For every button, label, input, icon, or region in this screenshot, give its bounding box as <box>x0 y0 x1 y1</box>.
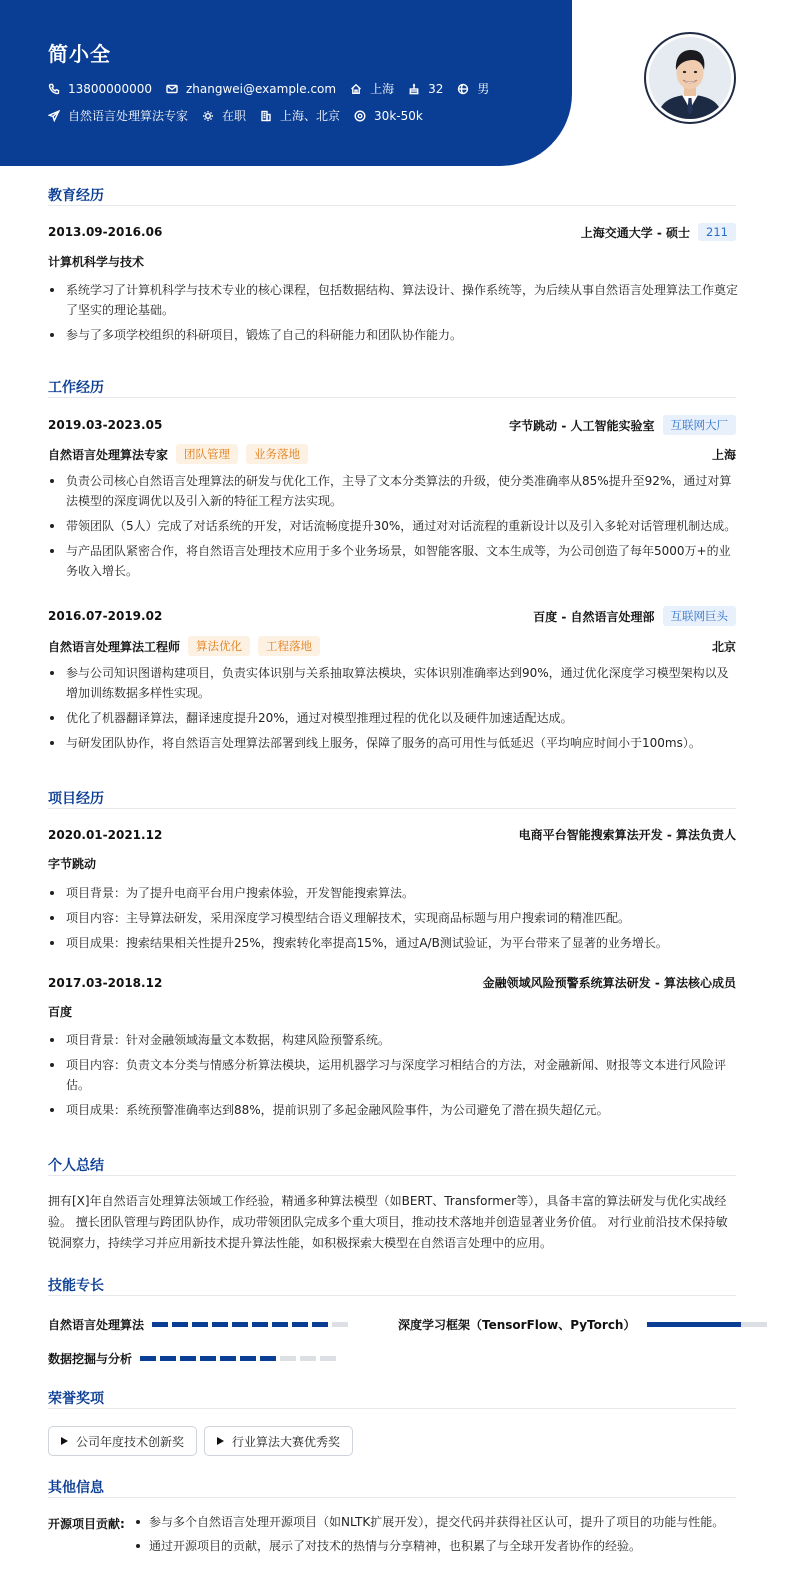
list-item: 与产品团队紧密合作，将自然语言处理技术应用于多个业务场景，如智能客服、文本生成等，为公司创造了每年5000万+的业务收入增长。 <box>48 541 738 581</box>
work-bullets <box>48 663 738 758</box>
avatar-illustration <box>649 37 731 119</box>
phone-info <box>48 82 152 96</box>
skill-level-segment <box>220 1356 236 1361</box>
position-info <box>48 107 188 124</box>
skill-level-segment <box>200 1356 216 1361</box>
list-item: 系统学习了计算机科学与技术专业的核心课程，包括数据结构、算法设计、操作系统等，为后续从事自然语言处理算法工作奠定了坚实的理论基础。 <box>48 280 738 320</box>
work-location: 北京 <box>711 639 736 654</box>
work-role-row <box>48 636 736 656</box>
skill-item <box>48 1316 352 1333</box>
phone-icon <box>48 83 60 95</box>
home-icon <box>350 83 362 95</box>
phone-number: 13800000000 <box>68 81 152 96</box>
summary-text: 拥有[X]年自然语言处理算法领域工作经验，精通多种算法模型（如BERT、Transformer等），具备丰富的算法研发与优化实战经验。 擅长团队管理与跨团队协作，成功带领团队完成多个重大项目，推动技术落地并创造显著业务价值。 对行业前沿技术保持敏锐洞察力，持续学习并应用新技术提升算法性能，如积极探索大模型在自然语言处理中的应用。 <box>48 1194 728 1250</box>
education-major-row <box>48 253 736 270</box>
employment-status: 在职 <box>222 109 247 123</box>
target-position: 自然语言处理算法专家 <box>68 109 189 123</box>
status-info <box>202 107 246 124</box>
work-role-wrap <box>48 444 308 464</box>
work-header-row <box>48 606 736 626</box>
target-city-info <box>260 107 340 124</box>
skill-tag: 工程落地 <box>258 636 320 656</box>
section-divider <box>48 1497 736 1498</box>
paper-plane-icon <box>48 110 60 122</box>
city: 上海 <box>370 82 395 96</box>
skill-name: 数据挖掘与分析 <box>48 1352 133 1366</box>
skill-item <box>48 1350 340 1367</box>
other-bullets <box>133 1512 743 1560</box>
work-role-row <box>48 444 736 464</box>
target-cities: 上海、北京 <box>280 109 341 123</box>
skill-level-segment <box>232 1322 248 1327</box>
skill-tag: 算法优化 <box>188 636 250 656</box>
work-location: 上海 <box>711 447 736 462</box>
skill-level-segment <box>252 1322 268 1327</box>
list-item: 带领团队（5人）完成了对话系统的开发，对话流畅度提升30%，通过对对话流程的重新设计以及引入多轮对话管理机制达成。 <box>48 516 738 536</box>
awards-section-title: 荣誉奖项 <box>48 1391 104 1407</box>
section-divider <box>48 397 736 398</box>
resume-header <box>0 0 572 166</box>
email-address: zhangwei@example.com <box>185 81 337 96</box>
contact-row <box>48 80 503 97</box>
skill-level-segment <box>300 1356 316 1361</box>
candidate-name: 简小全 <box>48 42 111 66</box>
award-chip <box>204 1426 353 1456</box>
skills-section-title: 技能专长 <box>48 1278 104 1294</box>
skill-item <box>398 1316 767 1333</box>
project-header-row <box>48 974 736 991</box>
project-header-row <box>48 826 736 843</box>
skill-level-bar <box>647 1322 767 1327</box>
section-divider <box>48 1295 736 1296</box>
skill-tag: 业务落地 <box>246 444 308 464</box>
list-item: 项目成果：系统预警准确率达到88%，提前识别了多起金融风险事件，为公司避免了潜在损失超亿元。 <box>48 1100 738 1120</box>
work-role: 自然语言处理算法工程师 <box>48 639 181 654</box>
project-org: 百度 <box>48 1005 73 1019</box>
job-intent-row <box>48 107 437 124</box>
list-item: 项目内容：负责文本分类与情感分析算法模块，运用机器学习与深度学习相结合的方法，对金融新闻、财报等文本进行风险评估。 <box>48 1055 738 1095</box>
award-chip <box>48 1426 197 1456</box>
skill-level-fill <box>647 1322 741 1327</box>
list-item: 参与多个自然语言处理开源项目（如NLTK扩展开发），提交代码并获得社区认可，提升了项目的功能与性能。 <box>133 1512 743 1532</box>
age: 32 <box>428 81 444 96</box>
skill-level-segment <box>332 1322 348 1327</box>
list-item: 与研发团队协作，将自然语言处理算法部署到线上服务，保障了服务的高可用性与低延迟（平均响应时间小于100ms）。 <box>48 733 738 753</box>
skill-name: 自然语言处理算法 <box>48 1318 145 1332</box>
work-role-wrap <box>48 636 320 656</box>
skill-level-segment <box>152 1322 168 1327</box>
summary-section-title: 个人总结 <box>48 1158 104 1174</box>
city-info <box>350 80 394 97</box>
skill-name: 深度学习框架（TensorFlow、PyTorch） <box>398 1318 636 1332</box>
project-name: 金融领域风险预警系统算法研发 - 算法核心成员 <box>482 976 736 990</box>
list-item: 负责公司核心自然语言处理算法的研发与优化工作，主导了文本分类算法的升级，使分类准确率从85%提升至92%，通过对算法模型的深度调优以及引入新的特征工程方法实现。 <box>48 471 738 511</box>
skill-level-segment <box>140 1356 156 1361</box>
play-triangle-icon <box>61 1437 68 1445</box>
education-section-title: 教育经历 <box>48 188 104 204</box>
education-school: 上海交通大学 - 硕士 <box>580 225 691 240</box>
skill-level-segment <box>292 1322 308 1327</box>
section-divider <box>48 1175 736 1176</box>
education-school-wrap <box>581 223 736 241</box>
work-role: 自然语言处理算法专家 <box>48 447 169 462</box>
skill-level-bar <box>140 1356 340 1361</box>
project-name: 电商平台智能搜索算法开发 - 算法负责人 <box>518 828 736 842</box>
sparkle-icon <box>202 110 214 122</box>
education-major: 计算机科学与技术 <box>48 255 145 269</box>
work-company: 百度 - 自然语言处理部 <box>533 609 655 624</box>
list-item: 项目背景：针对金融领域海量文本数据，构建风险预警系统。 <box>48 1030 738 1050</box>
skill-level-segment <box>212 1322 228 1327</box>
section-divider <box>48 205 736 206</box>
work-company-wrap <box>533 606 736 626</box>
work-company-wrap <box>509 415 736 435</box>
list-item: 项目内容：主导算法研发，采用深度学习模型结合语义理解技术，实现商品标题与用户搜索词的精准匹配。 <box>48 908 738 928</box>
project-bullets <box>48 883 738 958</box>
project-org-row <box>48 855 736 872</box>
avatar <box>649 37 731 119</box>
skill-level-segment <box>320 1356 336 1361</box>
skill-level-segment <box>160 1356 176 1361</box>
gender-icon <box>457 83 469 95</box>
list-item: 优化了机器翻译算法，翻译速度提升20%，通过对模型推理过程的优化以及硬件加速适配达成。 <box>48 708 738 728</box>
education-bullets <box>48 280 738 350</box>
cake-icon <box>408 83 420 95</box>
other-label: 开源项目贡献: <box>48 1517 125 1531</box>
skill-level-segment <box>312 1322 328 1327</box>
award-name: 行业算法大赛优秀奖 <box>232 1434 341 1449</box>
section-divider <box>48 1408 736 1409</box>
skill-level-segment <box>280 1356 296 1361</box>
project-org: 字节跳动 <box>48 857 97 871</box>
other-section-title: 其他信息 <box>48 1480 104 1496</box>
work-company: 字节跳动 - 人工智能实验室 <box>509 418 655 433</box>
section-divider <box>48 808 736 809</box>
school-tier-badge: 211 <box>698 223 736 241</box>
coin-icon <box>354 110 366 122</box>
skill-level-segment <box>240 1356 256 1361</box>
projects-section-title: 项目经历 <box>48 791 104 807</box>
age-info <box>408 82 443 96</box>
skill-level-segment <box>172 1322 188 1327</box>
list-item: 项目成果：搜索结果相关性提升25%，搜索转化率提高15%，通过A/B测试验证，为平台带来了显著的业务增长。 <box>48 933 738 953</box>
skill-level-segment <box>192 1322 208 1327</box>
work-section-title: 工作经历 <box>48 380 104 396</box>
work-period: 2019.03-2023.05 <box>48 418 163 432</box>
project-org-row <box>48 1003 736 1020</box>
skill-tag: 团队管理 <box>176 444 238 464</box>
gender-info <box>457 80 489 97</box>
project-bullets <box>48 1030 738 1125</box>
skill-level-bar <box>152 1322 352 1327</box>
award-name: 公司年度技术创新奖 <box>76 1434 185 1449</box>
project-period: 2017.03-2018.12 <box>48 975 163 990</box>
company-type-badge: 互联网大厂 <box>663 415 737 435</box>
play-triangle-icon <box>217 1437 224 1445</box>
work-period: 2016.07-2019.02 <box>48 609 163 623</box>
company-type-badge: 互联网巨头 <box>663 606 737 626</box>
gender: 男 <box>477 82 490 96</box>
skill-level-segment <box>272 1322 288 1327</box>
work-bullets <box>48 471 738 586</box>
salary-info <box>354 109 423 123</box>
list-item: 参与公司知识图谱构建项目，负责实体识别与关系抽取算法模块，实体识别准确率达到90%，通过优化深度学习模型架构以及增加训练数据多样性实现。 <box>48 663 738 703</box>
list-item: 参与了多项学校组织的科研项目，锻炼了自己的科研能力和团队协作能力。 <box>48 325 738 345</box>
education-header-row <box>48 223 736 241</box>
email-info <box>166 82 336 96</box>
skill-level-segment <box>260 1356 276 1361</box>
expected-salary: 30k-50k <box>374 108 423 123</box>
work-header-row <box>48 415 736 435</box>
skill-level-segment <box>180 1356 196 1361</box>
building-icon <box>260 110 272 122</box>
education-period: 2013.09-2016.06 <box>48 225 163 239</box>
project-period: 2020.01-2021.12 <box>48 827 163 842</box>
profile-photo <box>644 32 736 124</box>
mail-icon <box>166 83 178 95</box>
list-item: 项目背景：为了提升电商平台用户搜索体验，开发智能搜索算法。 <box>48 883 738 903</box>
list-item: 通过开源项目的贡献，展示了对技术的热情与分享精神，也积累了与全球开发者协作的经验。 <box>133 1536 743 1556</box>
